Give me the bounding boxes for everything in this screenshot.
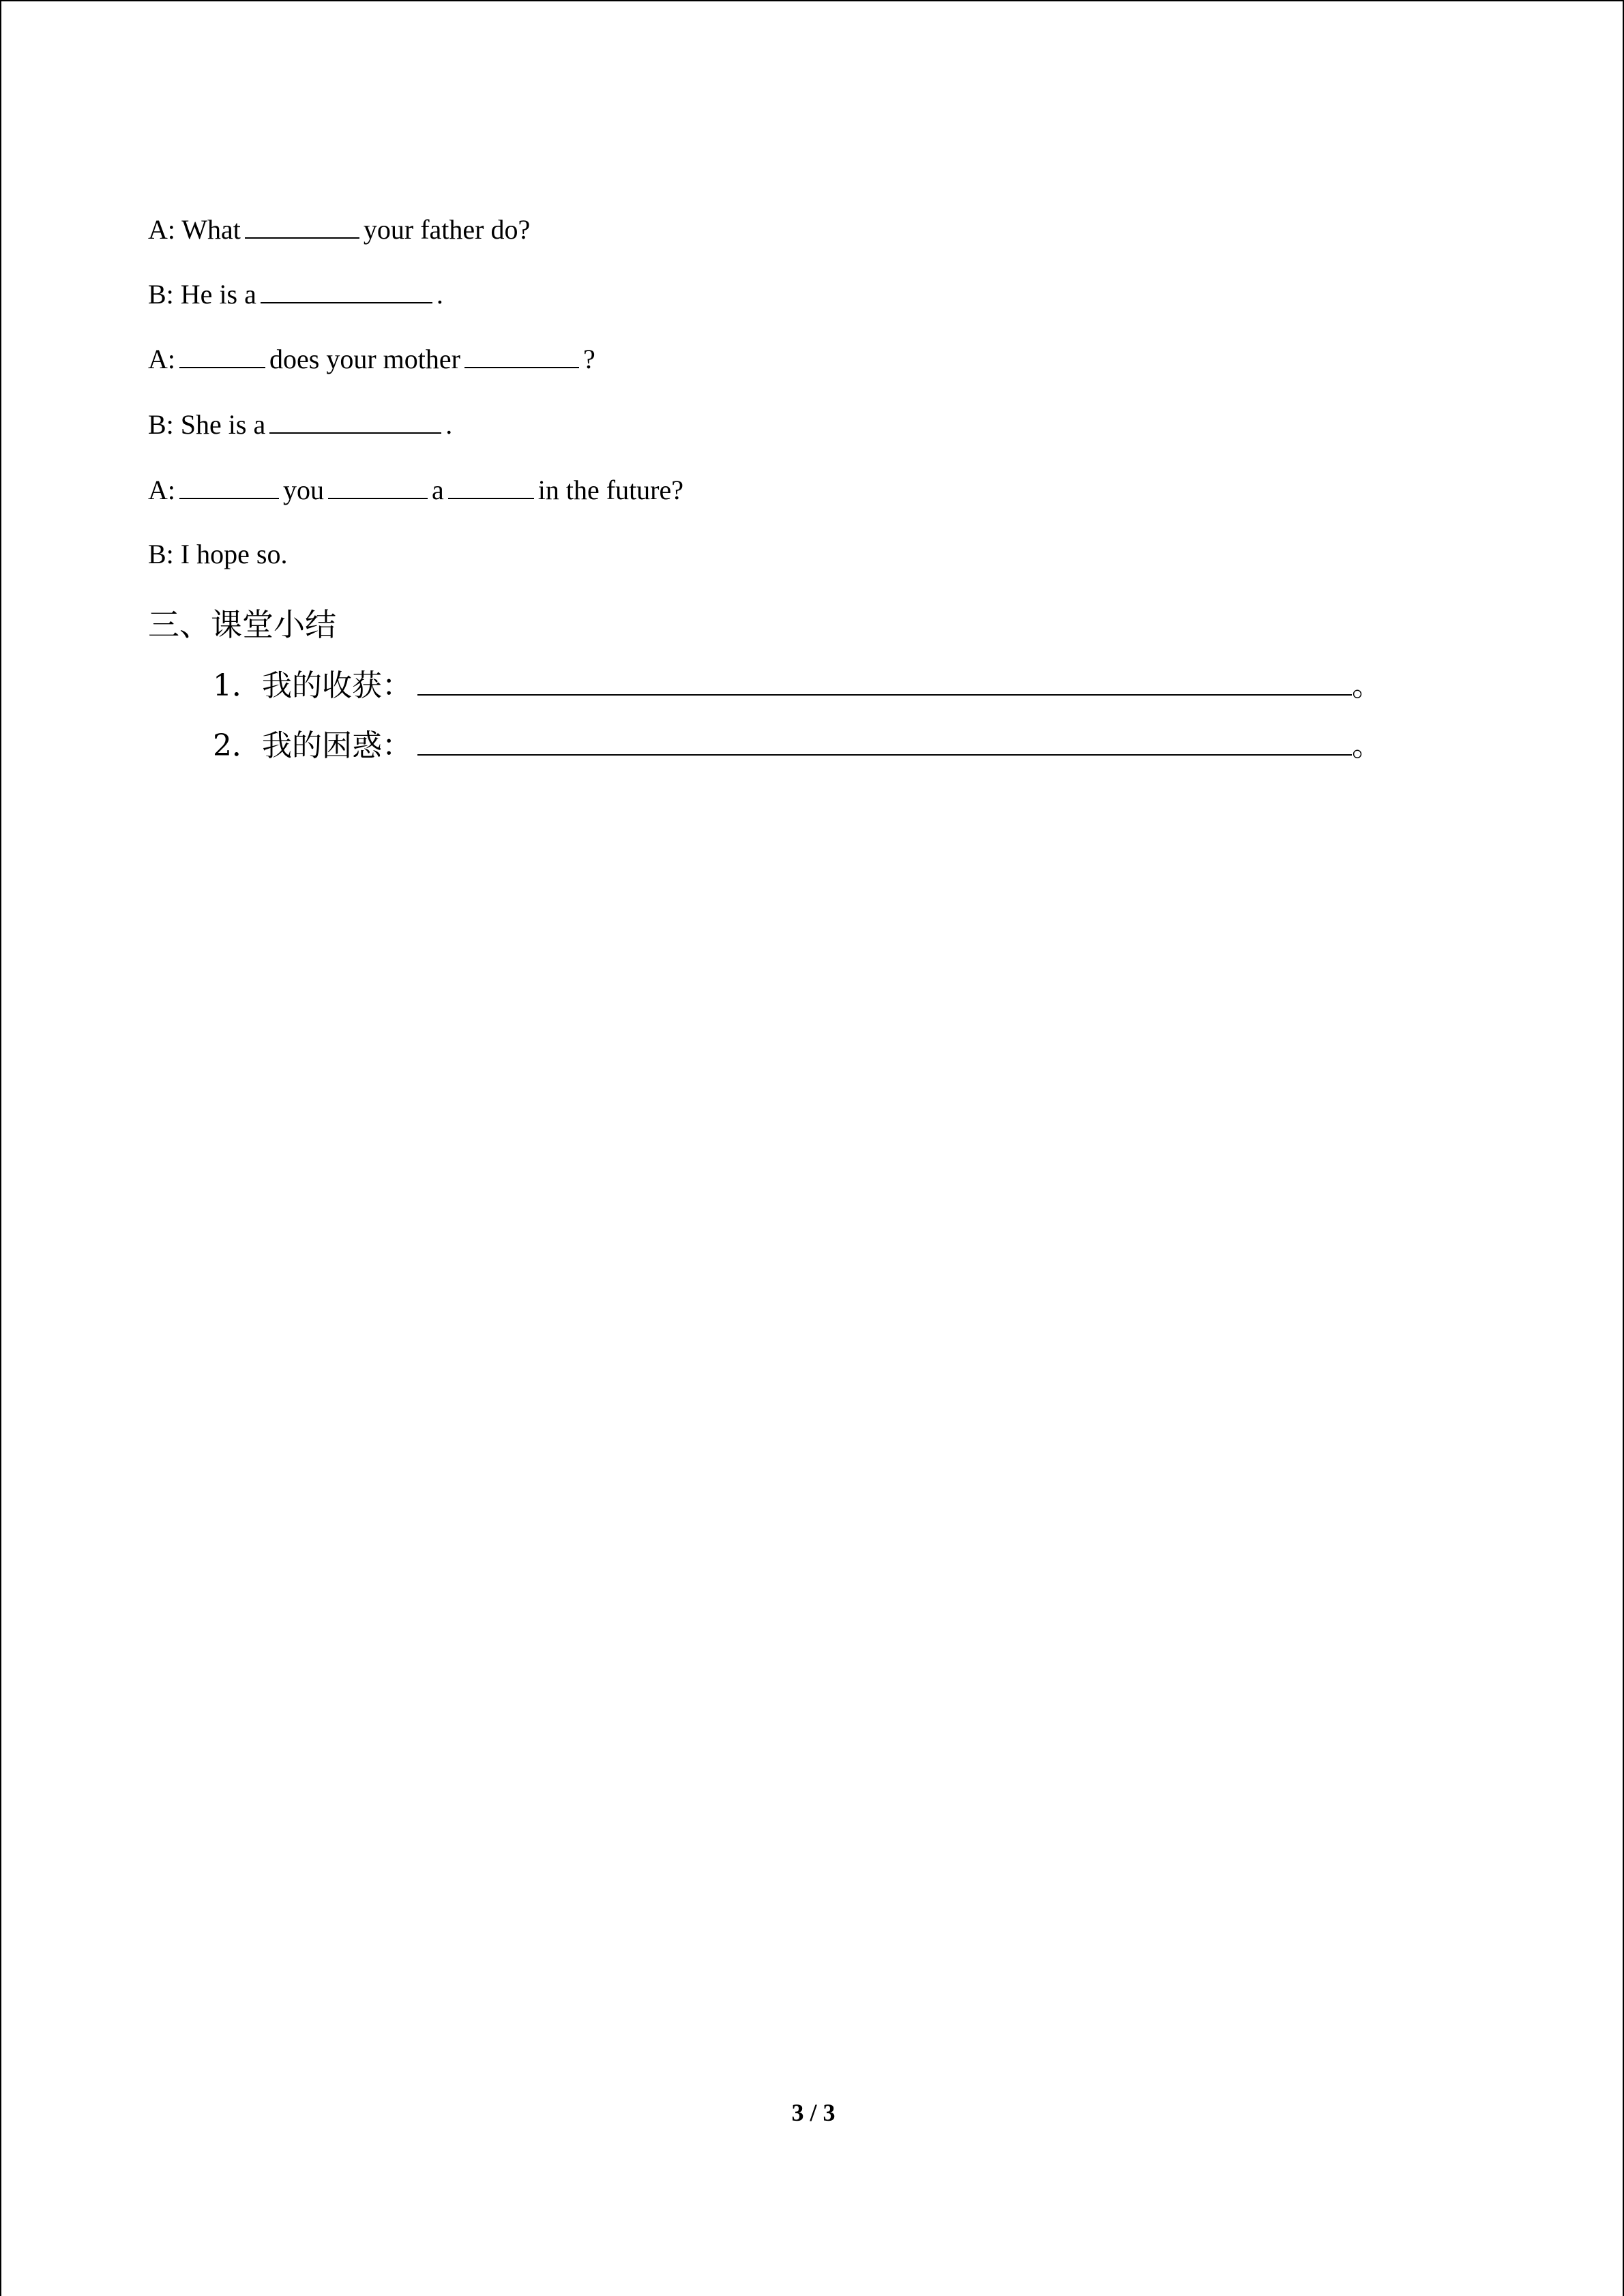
dialogue-text: What bbox=[181, 214, 241, 245]
speaker-label: A: bbox=[148, 344, 175, 374]
fill-blank[interactable] bbox=[269, 408, 441, 434]
dialogue-line-3 bbox=[148, 342, 595, 376]
speaker-label: B: bbox=[148, 409, 174, 440]
dialogue-text: He is a bbox=[180, 279, 256, 310]
dialogue-text: your father do? bbox=[363, 214, 531, 245]
answer-line[interactable] bbox=[417, 727, 1352, 756]
dialogue-text: I hope so. bbox=[180, 539, 288, 569]
dialogue-line-1 bbox=[148, 213, 530, 246]
dialogue-text: . bbox=[445, 409, 453, 440]
dialogue-line-5 bbox=[148, 473, 683, 507]
dialogue-line-4 bbox=[148, 408, 452, 441]
dialogue-text: does your mother bbox=[269, 344, 460, 374]
dialogue-text: She is a bbox=[180, 409, 266, 440]
dialogue-text: . bbox=[436, 279, 443, 310]
dialogue-text: a bbox=[432, 475, 444, 505]
summary-label: 2．我的困惑： bbox=[213, 728, 412, 763]
speaker-label: B: bbox=[148, 539, 174, 569]
summary-label: 1．我的收获： bbox=[213, 668, 412, 703]
section-heading: 三、课堂小结 bbox=[148, 606, 336, 643]
summary-item-gains bbox=[213, 667, 1382, 704]
fill-blank[interactable] bbox=[179, 473, 279, 499]
page-number: 3 / 3 bbox=[791, 2099, 836, 2126]
answer-line[interactable] bbox=[417, 667, 1352, 696]
dialogue-text: in the future? bbox=[537, 475, 684, 505]
dialogue-line-6 bbox=[148, 538, 287, 571]
fill-blank[interactable] bbox=[464, 342, 579, 368]
dialogue-text: you bbox=[283, 475, 324, 505]
fill-blank[interactable] bbox=[245, 213, 359, 239]
speaker-label: A: bbox=[148, 214, 175, 245]
fill-blank[interactable] bbox=[179, 342, 265, 368]
fill-blank[interactable] bbox=[448, 473, 534, 499]
summary-end-mark: 。 bbox=[1352, 668, 1382, 703]
dialogue-line-2 bbox=[148, 278, 443, 311]
dialogue-text: ? bbox=[582, 344, 595, 374]
speaker-label: B: bbox=[148, 279, 174, 310]
summary-end-mark: 。 bbox=[1352, 728, 1382, 763]
speaker-label: A: bbox=[148, 475, 175, 505]
summary-item-confusions bbox=[213, 727, 1382, 764]
fill-blank[interactable] bbox=[328, 473, 428, 499]
fill-blank[interactable] bbox=[261, 278, 432, 303]
